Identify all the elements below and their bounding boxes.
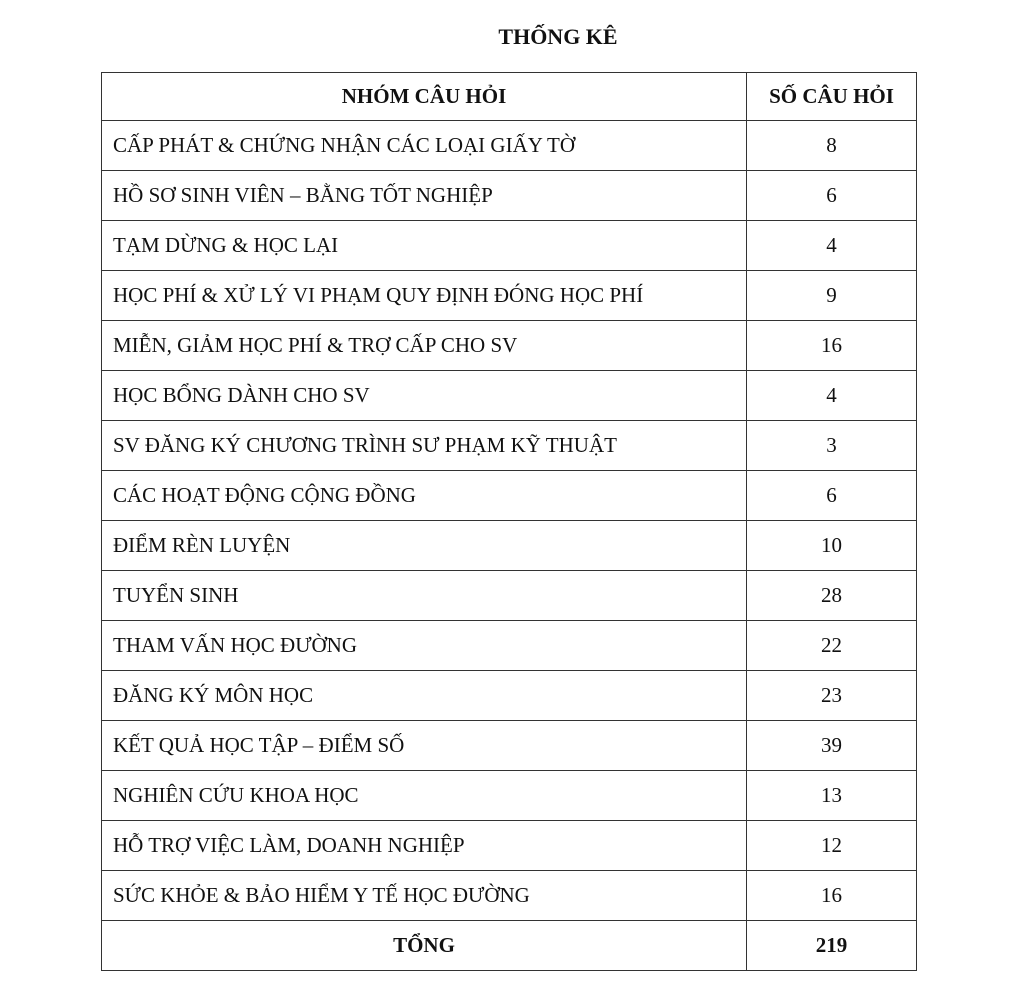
table-row: [102, 621, 917, 671]
page-title: THỐNG KÊ: [498, 24, 618, 49]
question-count-cell: 22: [747, 621, 917, 671]
table-row: [102, 321, 917, 371]
question-group-cell: HỒ SƠ SINH VIÊN – BẰNG TỐT NGHIỆP: [102, 171, 747, 221]
total-row: [102, 921, 917, 971]
question-count-cell: 6: [747, 171, 917, 221]
table-row: [102, 171, 917, 221]
question-count-cell: 39: [747, 721, 917, 771]
table-row: [102, 271, 917, 321]
question-count-cell: 4: [747, 371, 917, 421]
question-count-cell: 6: [747, 471, 917, 521]
question-count-cell: 9: [747, 271, 917, 321]
table-row: [102, 121, 917, 171]
question-group-cell: CẤP PHÁT & CHỨNG NHẬN CÁC LOẠI GIẤY TỜ: [102, 121, 747, 171]
table-row: [102, 521, 917, 571]
question-count-cell: 28: [747, 571, 917, 621]
question-group-cell: TẠM DỪNG & HỌC LẠI: [102, 221, 747, 271]
table-row: [102, 721, 917, 771]
question-count-cell: 3: [747, 421, 917, 471]
question-group-cell: SỨC KHỎE & BẢO HIỂM Y TẾ HỌC ĐƯỜNG: [102, 871, 747, 921]
question-count-cell: 4: [747, 221, 917, 271]
table-row: [102, 571, 917, 621]
table-row: [102, 771, 917, 821]
question-group-cell: HỌC PHÍ & XỬ LÝ VI PHẠM QUY ĐỊNH ĐÓNG HỌC PHÍ: [102, 271, 747, 321]
total-count: 219: [747, 921, 917, 971]
table-row: [102, 221, 917, 271]
header-question-count: SỐ CÂU HỎI: [747, 73, 917, 121]
question-group-cell: ĐĂNG KÝ MÔN HỌC: [102, 671, 747, 721]
question-group-cell: TUYỂN SINH: [102, 571, 747, 621]
question-group-cell: KẾT QUẢ HỌC TẬP – ĐIỂM SỐ: [102, 721, 747, 771]
question-group-cell: MIỄN, GIẢM HỌC PHÍ & TRỢ CẤP CHO SV: [102, 321, 747, 371]
table-header-row: [102, 73, 917, 121]
total-label: TỔNG: [102, 921, 747, 971]
table-row: [102, 821, 917, 871]
question-count-cell: 8: [747, 121, 917, 171]
table-row: [102, 471, 917, 521]
question-group-cell: THAM VẤN HỌC ĐƯỜNG: [102, 621, 747, 671]
table-row: [102, 421, 917, 471]
table-row: [102, 671, 917, 721]
table-row: [102, 871, 917, 921]
question-count-cell: 10: [747, 521, 917, 571]
question-group-cell: CÁC HOẠT ĐỘNG CỘNG ĐỒNG: [102, 471, 747, 521]
question-count-cell: 23: [747, 671, 917, 721]
question-group-cell: SV ĐĂNG KÝ CHƯƠNG TRÌNH SƯ PHẠM KỸ THUẬT: [102, 421, 747, 471]
question-group-cell: ĐIỂM RÈN LUYỆN: [102, 521, 747, 571]
question-count-cell: 13: [747, 771, 917, 821]
question-count-cell: 12: [747, 821, 917, 871]
question-group-cell: HỌC BỔNG DÀNH CHO SV: [102, 371, 747, 421]
table-row: [102, 371, 917, 421]
question-count-cell: 16: [747, 321, 917, 371]
question-count-cell: 16: [747, 871, 917, 921]
header-question-group: NHÓM CÂU HỎI: [102, 73, 747, 121]
question-group-cell: NGHIÊN CỨU KHOA HỌC: [102, 771, 747, 821]
question-group-cell: HỖ TRỢ VIỆC LÀM, DOANH NGHIỆP: [102, 821, 747, 871]
statistics-table: [101, 72, 917, 971]
